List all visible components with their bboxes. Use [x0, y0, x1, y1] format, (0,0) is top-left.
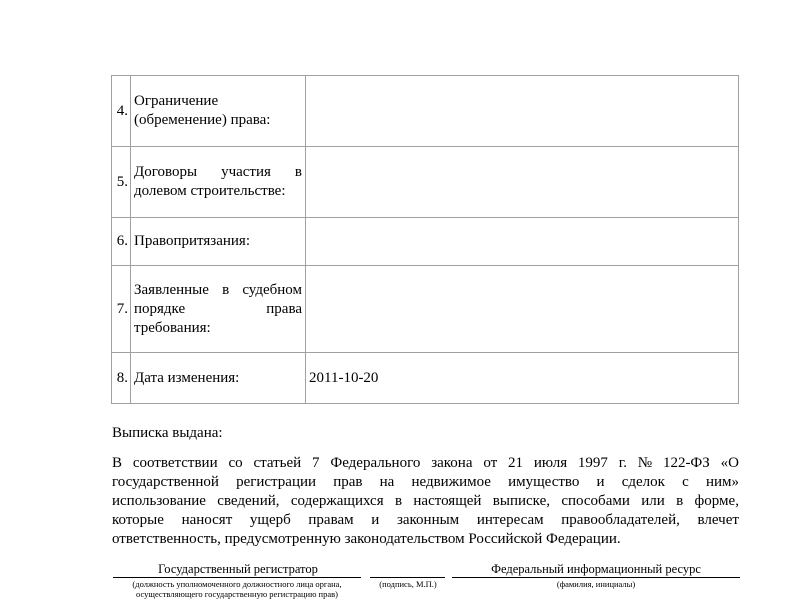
position-note-line: осуществляющего государственную регистрацию прав): [136, 589, 338, 599]
legal-line: [112, 473, 739, 492]
row-value: [305, 265, 739, 352]
legal-word: которые: [112, 512, 164, 528]
legal-word: выписке,: [492, 493, 550, 509]
legal-word: государственной: [112, 474, 219, 490]
legal-word: правообладателей,: [561, 512, 680, 528]
legal-word: регистрации: [236, 474, 317, 490]
legal-word: ущерб: [249, 512, 291, 528]
row-number: 7.: [111, 265, 130, 352]
legal-word: ответственность, предусмотренную законодательством Российской Федерации.: [112, 531, 621, 547]
legal-word: 122-ФЗ: [662, 455, 710, 471]
label-line: (обременение) права:: [134, 112, 271, 128]
label-line: Ограничение: [134, 93, 219, 109]
legal-word: имущество: [508, 474, 580, 490]
table-row: [111, 75, 739, 146]
legal-word: июля: [533, 455, 568, 471]
legal-word: правам: [308, 512, 354, 528]
registrar-label: Государственный регистратор: [158, 562, 318, 576]
legal-word: закона: [431, 455, 473, 471]
legal-word: в: [676, 493, 684, 509]
legal-word: №: [637, 455, 653, 471]
label-word: Договоры: [134, 164, 198, 180]
legal-word: способами: [561, 493, 630, 509]
row-label: [130, 217, 305, 265]
row-label: [130, 352, 305, 404]
legal-word: Федерального: [330, 455, 421, 471]
legal-word: от: [483, 455, 498, 471]
legal-word: влечет: [697, 512, 739, 528]
legal-line: [112, 530, 739, 549]
legal-word: недвижимое: [411, 474, 491, 490]
row-number: 8.: [111, 352, 130, 404]
legal-line: [112, 511, 739, 530]
resource-label: Федеральный информационный ресурс: [491, 562, 701, 576]
row-value: 2011-10-20: [305, 352, 739, 404]
legal-word: 21: [508, 455, 524, 471]
legal-word: и: [371, 512, 380, 528]
row-label: [130, 146, 305, 217]
row-value: [305, 75, 739, 146]
position-note-line: (должность уполномоченного должностного лица органа,: [132, 579, 342, 589]
label-word: Заявленные: [134, 281, 209, 298]
table-row: [111, 146, 739, 217]
signature-line: [370, 577, 445, 578]
label-word: права: [266, 300, 302, 317]
row-number: 5.: [111, 146, 130, 217]
label-word: в: [294, 164, 302, 180]
position-note: [113, 579, 361, 599]
name-line: [452, 577, 740, 578]
label-line: Дата изменения:: [134, 369, 240, 386]
row-value: [305, 146, 739, 217]
label-word: судебном: [242, 281, 302, 298]
row-label: [130, 75, 305, 146]
register-table: [111, 75, 739, 404]
legal-word: сделок: [621, 474, 665, 490]
issued-label: Выписка выдана:: [112, 425, 223, 441]
registrar-line: [113, 577, 361, 578]
table-row: [111, 265, 739, 352]
legal-word: статьей: [253, 455, 302, 471]
legal-word: или: [641, 493, 665, 509]
legal-word: со: [228, 455, 243, 471]
legal-line: [112, 454, 739, 473]
legal-word: 7: [312, 455, 320, 471]
label-line: Правопритязания:: [134, 233, 250, 249]
legal-word: соответствии: [132, 455, 218, 471]
label-word: участия: [221, 164, 271, 180]
row-number: 4.: [111, 75, 130, 146]
legal-word: 1997: [577, 455, 608, 471]
legal-word: в: [394, 493, 403, 509]
legal-notice: [112, 454, 739, 549]
label-line: [131, 163, 305, 182]
legal-word: и: [596, 474, 605, 490]
label-line: [131, 281, 305, 300]
legal-word: наносят: [181, 512, 233, 528]
legal-word: «О: [720, 455, 739, 471]
sign-note: (подпись, М.П.): [379, 579, 437, 589]
legal-word: на: [379, 474, 395, 490]
legal-word: законным: [396, 512, 460, 528]
legal-word: сведений,: [217, 493, 280, 509]
legal-word: ним»: [705, 474, 739, 490]
legal-line: [112, 492, 739, 511]
legal-word: с: [682, 474, 689, 490]
row-number: 6.: [111, 217, 130, 265]
table-row: [111, 217, 739, 265]
label-line: долевом строительстве:: [134, 183, 286, 199]
legal-word: г.: [618, 455, 627, 471]
table-row: [111, 352, 739, 404]
legal-word: интересам: [476, 512, 544, 528]
label-word: порядке: [134, 300, 186, 317]
row-value: [305, 217, 739, 265]
legal-word: настоящей: [413, 493, 482, 509]
legal-word: содержащихся: [290, 493, 384, 509]
label-line: требования:: [134, 319, 211, 336]
legal-word: В: [112, 455, 123, 471]
label-line: [131, 300, 305, 319]
name-note: (фамилия, инициалы): [556, 579, 636, 589]
label-word: в: [222, 281, 230, 298]
legal-word: форме,: [694, 493, 739, 509]
row-label: [130, 265, 305, 352]
legal-word: прав: [333, 474, 363, 490]
legal-word: использование: [112, 493, 206, 509]
